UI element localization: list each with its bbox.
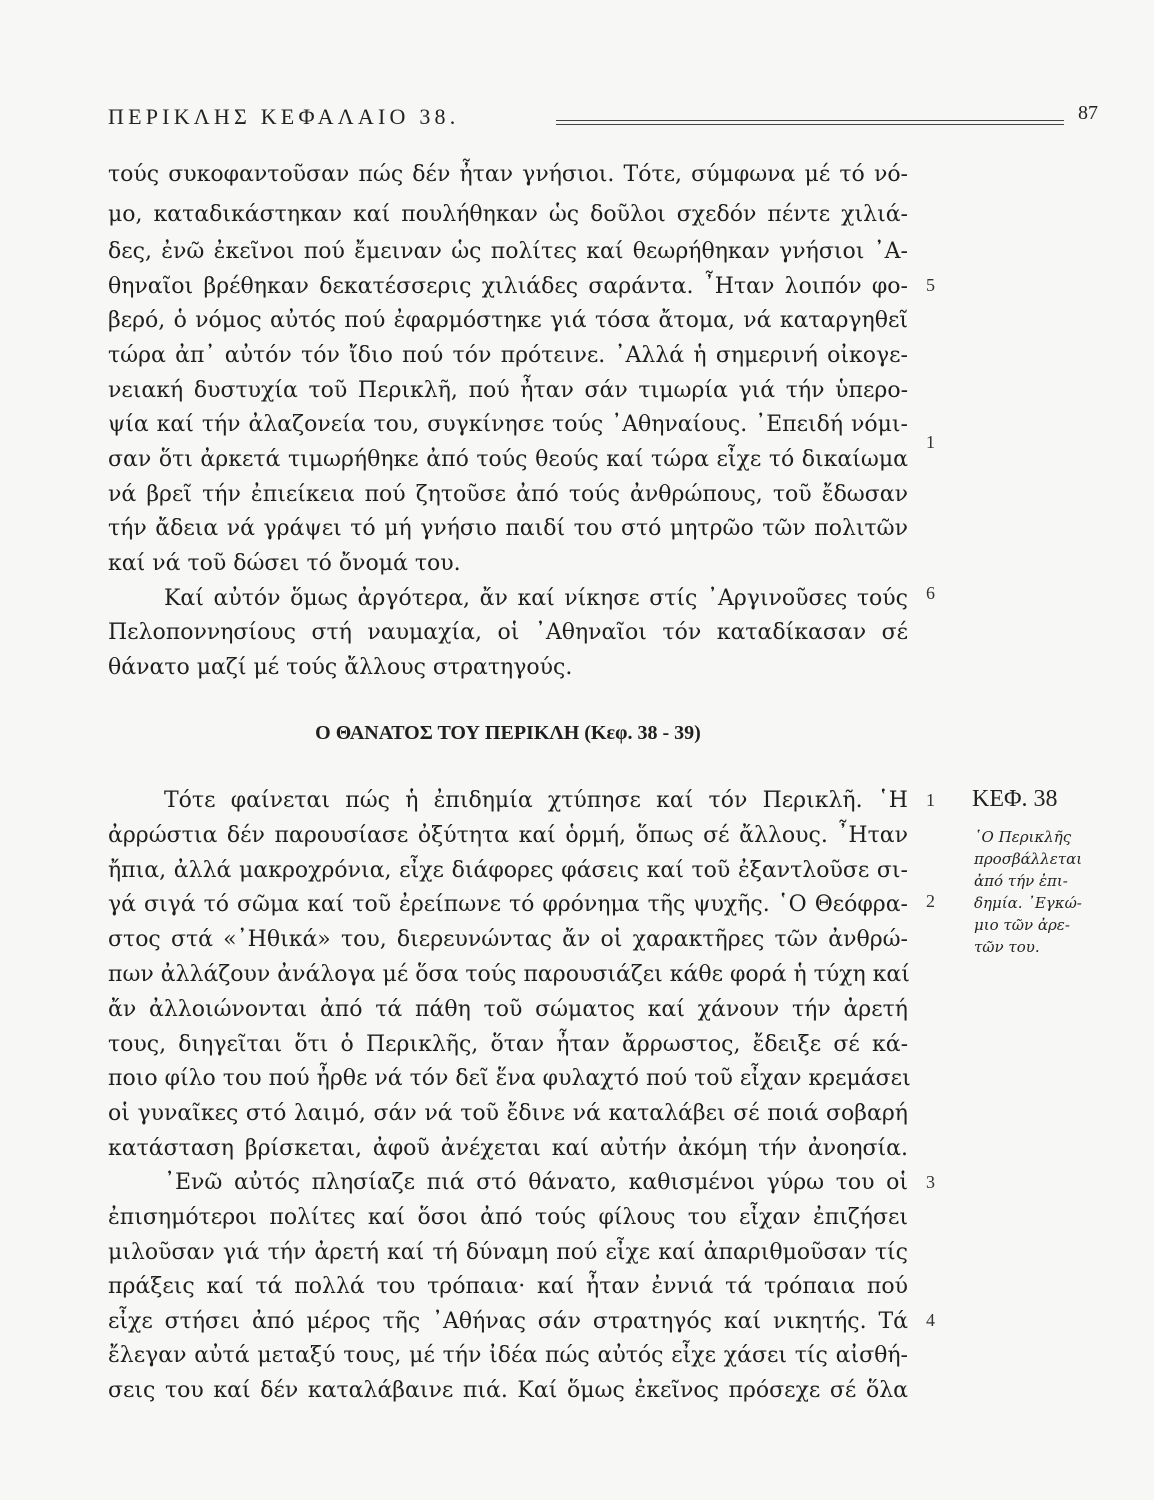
text-line: καί νά τοῦ δώσει τό ὄνομά του. <box>108 551 461 576</box>
margin-note-line: τῶν του. <box>974 938 1040 956</box>
margin-note-line: ῾Ο Περικλῆς <box>974 828 1072 846</box>
text-line: μο, καταδικάστηκαν καί πουλήθηκαν ὡς δοῦλοι σχεδόν πέντε χιλιά- <box>108 202 908 227</box>
line-number: 1 <box>926 432 935 452</box>
text-line: κατάσταση βρίσκεται, ἀφοῦ ἀνέχεται καί αὐτήν ἀκόμη τήν ἀνοησία. <box>108 1136 908 1161</box>
running-header <box>108 100 1098 132</box>
text-line: ποιο φίλο του πού ἦρθε νά τόν δεῖ ἕνα φυλαχτό πού τοῦ εἶχαν κρεμάσει <box>108 1066 911 1091</box>
text-line: ἐπισημότεροι πολίτες καί ὅσοι ἀπό τούς φίλους του εἶχαν ἐπιζήσει <box>108 1205 908 1230</box>
line-number: 6 <box>926 583 935 603</box>
text-line: βερό, ὁ νόμος αὐτός πού ἐφαρμόστηκε γιά τόσα ἄτομα, νά καταργηθεῖ <box>108 308 908 333</box>
text-line: πράξεις καί τά πολλά του τρόπαια· καί ἦταν ἐννιά τά τρόπαια πού <box>108 1274 908 1299</box>
text-line: ἄν ἀλλοιώνονται ἀπό τά πάθη τοῦ σώματος καί χάνουν τήν ἀρετή <box>108 997 908 1022</box>
margin-note-line: μιο τῶν ἀρε- <box>974 916 1070 934</box>
margin-note-line: ἀπό τήν ἐπι- <box>974 872 1068 890</box>
margin-note-line: δημία. ᾿Εγκώ- <box>974 894 1082 912</box>
margin-note <box>974 826 1134 958</box>
text-line: Καί αὐτόν ὅμως ἀργότερα, ἄν καί νίκησε στίς ᾿Αργινοῦσες τούς <box>164 586 908 611</box>
text-line: θηναῖοι βρέθηκαν δεκατέσσερις χιλιάδες σαράντα. ῏Ηταν λοιπόν φο- <box>108 274 908 299</box>
text-line: τούς συκοφαντοῦσαν πώς δέν ἦταν γνήσιοι. Τότε, σύμφωνα μέ τό νό- <box>108 162 908 187</box>
text-line: ἤπια, ἀλλά μακροχρόνια, εἶχε διάφορες φάσεις καί τοῦ ἐξαντλοῦσε σι- <box>108 858 908 883</box>
text-line: ᾿Ενῶ αὐτός πλησίαζε πιά στό θάνατο, καθισμένοι γύρω του οἱ <box>164 1170 908 1195</box>
margin-note-line: προσβάλλεται <box>974 850 1083 868</box>
text-line: νειακή δυστυχία τοῦ Περικλῆ, πού ἦταν σάν τιμωρία γιά τήν ὑπερο- <box>108 378 908 403</box>
text-line: γά σιγά τό σῶμα καί τοῦ ἐρείπωνε τό φρόνημα τῆς ψυχῆς. ῾Ο Θεόφρα- <box>108 892 908 917</box>
text-line: ἔλεγαν αὐτά μεταξύ τους, μέ τήν ἰδέα πώς αὐτός εἶχε χάσει τίς αἰσθή- <box>108 1343 908 1368</box>
text-line: δες, ἐνῶ ἐκεῖνοι πού ἔμειναν ὡς πολίτες καί θεωρήθηκαν γνήσιοι ᾿Α- <box>108 239 908 264</box>
text-line: μιλοῦσαν γιά τήν ἀρετή καί τή δύναμη πού εἶχε καί ἀπαριθμοῦσαν τίς <box>108 1240 908 1265</box>
text-line: Πελοποννησίους στή ναυμαχία, οἱ ᾿Αθηναῖοι τόν καταδίκασαν σέ <box>108 620 908 645</box>
text-line: στος στά «᾿Ηθικά» του, διερευνώντας ἄν οἱ χαρακτῆρες τῶν ἀνθρώ- <box>108 927 908 952</box>
line-number: 1 <box>926 790 935 810</box>
text-line: πων ἀλλάζουν ἀνάλογα μέ ὅσα τούς παρουσιάζει κάθε φορά ἡ τύχη καί <box>108 962 910 987</box>
text-line: τους, διηγεῖται ὅτι ὁ Περικλῆς, ὅταν ἦταν ἄρρωστος, ἔδειξε σέ κά- <box>108 1032 908 1057</box>
text-line: σεις του καί δέν καταλάβαινε πιά. Καί ὅμως ἐκεῖνος πρόσεχε σέ ὅλα <box>108 1378 908 1403</box>
running-title: ΠΕΡΙΚΛΗΣ ΚΕΦΑΛΑΙΟ 38. <box>108 104 460 129</box>
text-line: Τότε φαίνεται πώς ἡ ἐπιδημία χτύπησε καί τόν Περικλῆ. ῾Η <box>164 788 908 813</box>
line-number: 5 <box>926 275 935 295</box>
page-number: 87 <box>1078 102 1098 124</box>
section-heading: Ο ΘΑΝΑΤΟΣ ΤΟΥ ΠΕΡΙΚΛΗ (Κεφ. 38 - 39) <box>315 722 701 744</box>
text-line: νά βρεῖ τήν ἐπιείκεια πού ζητοῦσε ἀπό τούς ἀνθρώπους, τοῦ ἔδωσαν <box>108 482 908 507</box>
text-line: τήν ἄδεια νά γράψει τό μή γνήσιο παιδί του στό μητρῶο τῶν πολιτῶν <box>108 516 908 541</box>
line-number: 2 <box>926 891 935 911</box>
text-line: ψία καί τήν ἀλαζονεία του, συγκίνησε τούς ᾿Αθηναίους. ᾿Επειδή νόμι- <box>108 412 908 437</box>
text-line: θάνατο μαζί μέ τούς ἄλλους στρατηγούς. <box>108 655 573 680</box>
text-line: οἱ γυναῖκες στό λαιμό, σάν νά τοῦ ἔδινε νά καταλάβει σέ ποιά σοβαρή <box>108 1101 908 1126</box>
header-rule <box>556 120 1064 125</box>
text-line: εἶχε στήσει ἀπό μέρος τῆς ᾿Αθήνας σάν στρατηγός καί νικητής. Τά <box>108 1309 908 1334</box>
text-line: ἀρρώστια δέν παρουσίασε ὀξύτητα καί ὁρμή, ὅπως σέ ἄλλους. ῏Ηταν <box>108 823 908 848</box>
line-number: 4 <box>926 1310 935 1330</box>
line-number: 3 <box>926 1172 935 1192</box>
margin-chapter-label: ΚΕΦ. 38 <box>972 786 1058 812</box>
text-line: σαν ὅτι ἀρκετά τιμωρήθηκε ἀπό τούς θεούς καί τώρα εἶχε τό δικαίωμα <box>108 447 908 472</box>
text-line: τώρα ἀπ᾿ αὐτόν τόν ἴδιο πού τόν πρότεινε. ᾿Αλλά ἡ σημερινή οἰκογε- <box>108 343 908 368</box>
